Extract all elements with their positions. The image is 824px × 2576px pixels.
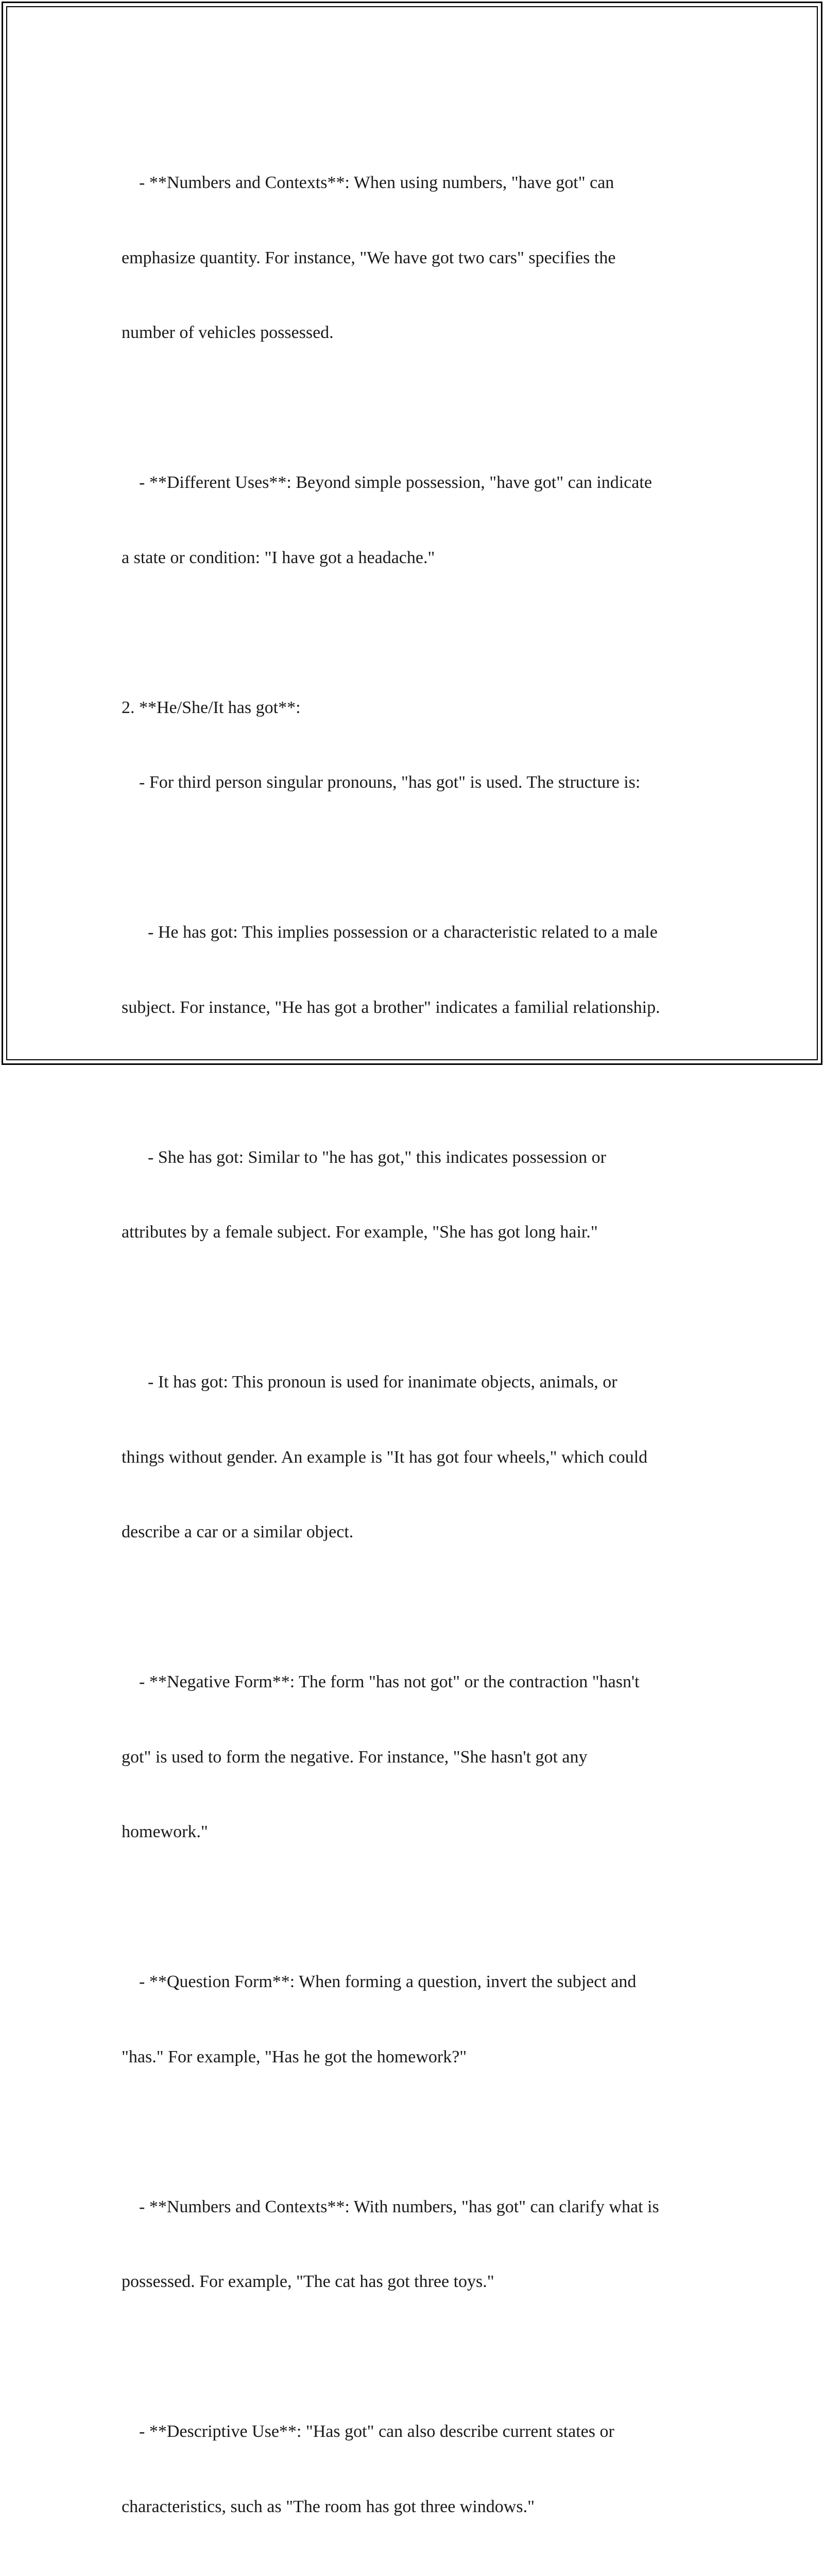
text-line: - **Descriptive Use**: "Has got" can also describe current states or: [122, 2422, 614, 2441]
text-line: subject. For instance, "He has got a brother" indicates a familial relationship.: [122, 997, 660, 1017]
text-line: got" is used to form the negative. For instance, "She hasn't got any: [122, 1747, 588, 1767]
paragraph-he-has-got: [122, 870, 709, 1070]
text-line: - He has got: This implies possession or a characteristic related to a male: [122, 923, 658, 942]
text-line: a state or condition: "I have got a headache.": [122, 548, 435, 567]
paragraph-it-has-got: [122, 1320, 709, 1595]
text-line: possessed. For example, "The cat has got three toys.": [122, 2272, 494, 2291]
text-line: attributes by a female subject. For example, "She has got long hair.": [122, 1223, 598, 1242]
text-line: - It has got: This pronoun is used for inanimate objects, animals, or: [122, 1372, 617, 1392]
text-line: things without gender. An example is "It has got four wheels," which could: [122, 1447, 648, 1467]
paragraph-descriptive-use: [122, 2369, 709, 2569]
text-line: emphasize quantity. For instance, "We have got two cars" specifies the: [122, 248, 616, 267]
paragraph-he-she-it-heading: [122, 646, 709, 845]
text-line: - **Negative Form**: The form "has not got" or the contraction "hasn't: [122, 1672, 640, 1691]
text-line: - **Numbers and Contexts**: When using numbers, "have got" can: [122, 173, 614, 192]
paragraph-different-uses: [122, 420, 709, 620]
paragraph-question-form: [122, 1920, 709, 2120]
paragraph-negative-form: [122, 1620, 709, 1895]
paragraph-she-has-got: [122, 1095, 709, 1295]
text-line: characteristics, such as "The room has got three windows.": [122, 2497, 535, 2516]
text-line: - For third person singular pronouns, "has got" is used. The structure is:: [122, 773, 641, 792]
text-line: homework.": [122, 1822, 208, 1841]
text-line: 2. **He/She/It has got**:: [122, 698, 301, 717]
text-line: number of vehicles possessed.: [122, 323, 334, 342]
paragraph-numbers-contexts-have-got: [122, 121, 709, 396]
text-line: - **Numbers and Contexts**: With numbers, "has got" can clarify what is: [122, 2197, 659, 2216]
paragraph-numbers-contexts-has-got: [122, 2145, 709, 2345]
text-line: - She has got: Similar to "he has got," this indicates possession or: [122, 1147, 606, 1167]
document-body: [122, 121, 709, 2576]
text-line: - **Question Form**: When forming a question, invert the subject and: [122, 1972, 637, 1991]
text-line: - **Different Uses**: Beyond simple possession, "have got" can indicate: [122, 473, 652, 492]
text-line: "has." For example, "Has he got the homework?": [122, 2047, 467, 2066]
text-line: describe a car or a similar object.: [122, 1522, 354, 1541]
